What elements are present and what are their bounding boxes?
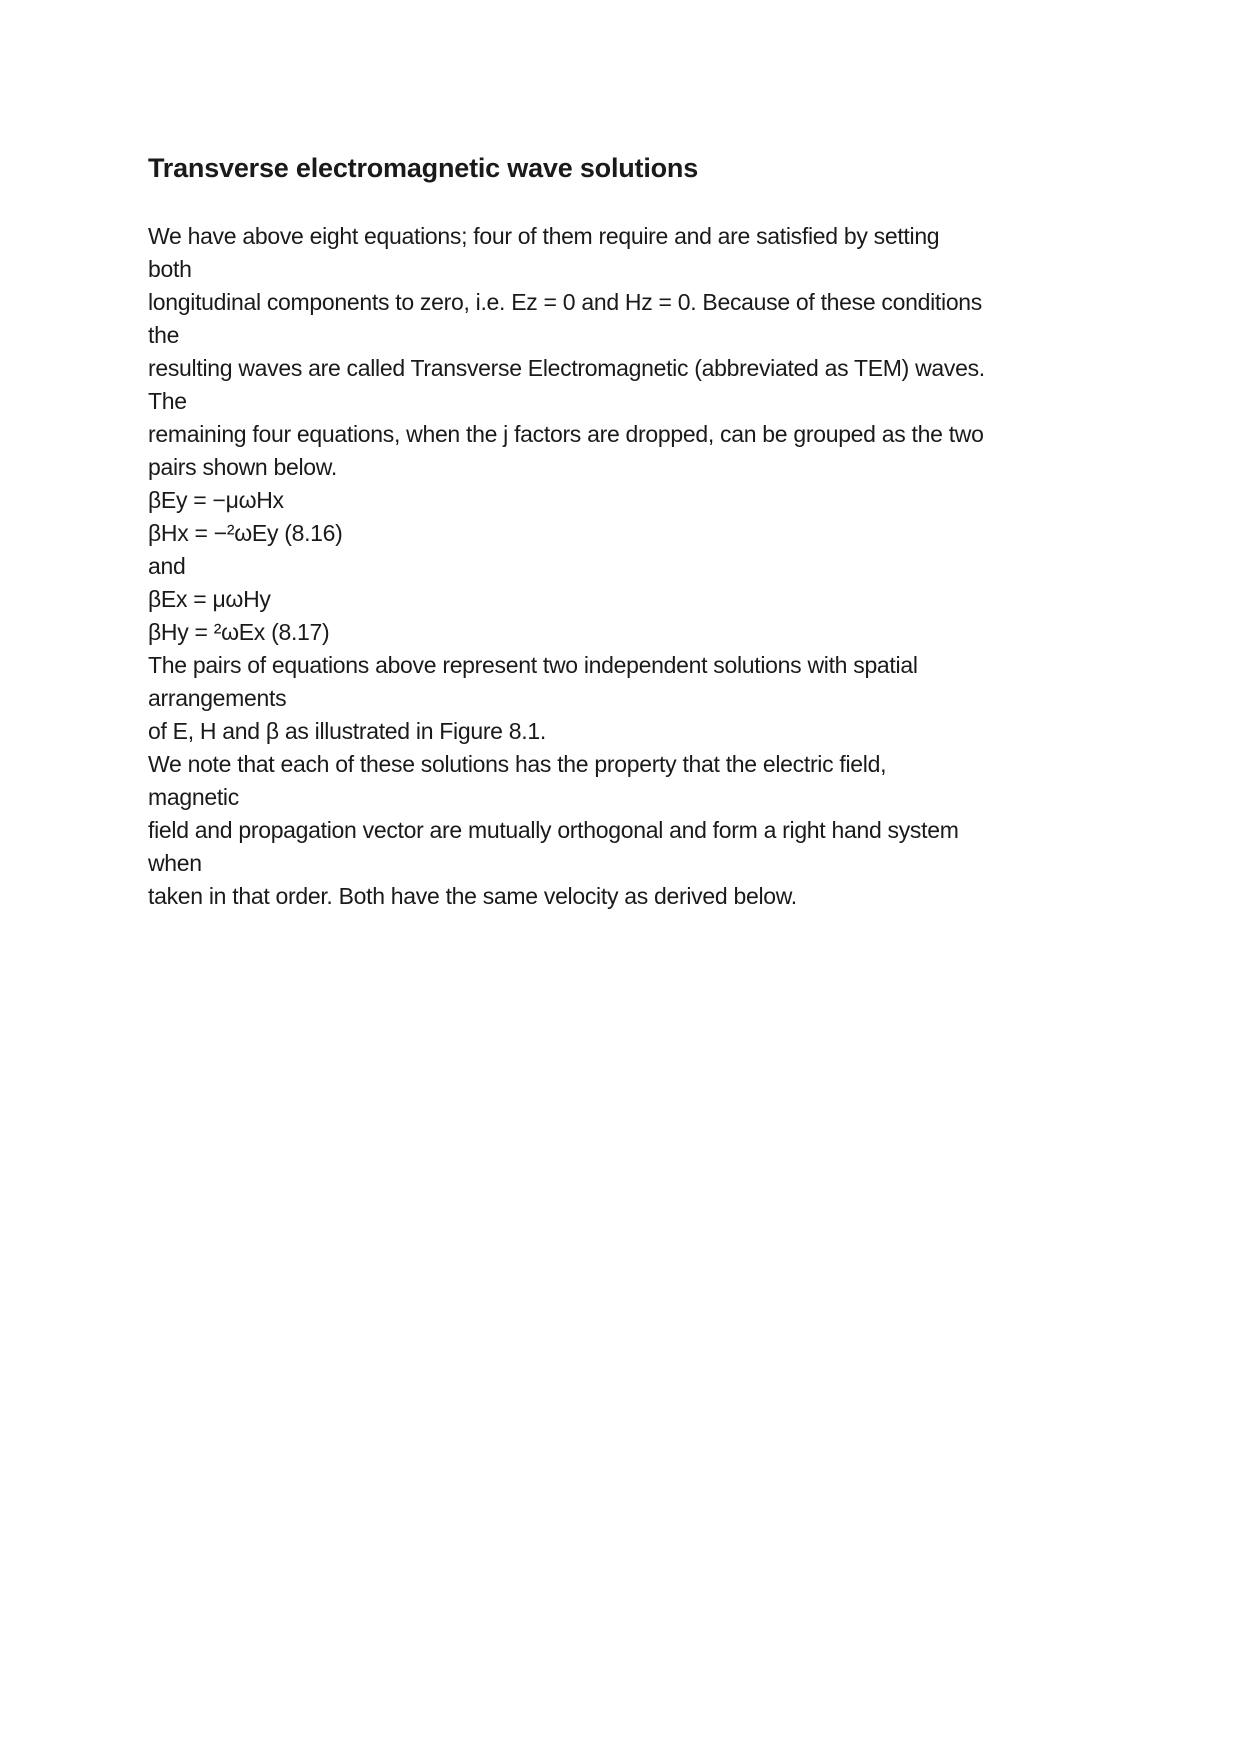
page-title: Transverse electromagnetic wave solutions xyxy=(148,153,699,183)
text-line: remaining four equations, when the j factors are dropped, can be grouped as the two xyxy=(148,421,984,447)
text-line: of E, H and β as illustrated in Figure 8.1. xyxy=(148,718,546,744)
text-line: when xyxy=(148,850,202,876)
text-line: field and propagation vector are mutually orthogonal and form a right hand system xyxy=(148,817,959,843)
equation-line: βHy = ²ωEx (8.17) xyxy=(148,619,330,645)
equation-line: βEx = μωHy xyxy=(148,586,271,612)
document-content xyxy=(148,146,1098,913)
text-line: the xyxy=(148,322,180,348)
text-line: pairs shown below. xyxy=(148,454,337,480)
text-line: arrangements xyxy=(148,685,287,711)
equation-line: βEy = −μωHx xyxy=(148,487,284,513)
text-line: and xyxy=(148,553,186,579)
text-line: longitudinal components to zero, i.e. Ez = 0 and Hz = 0. Because of these conditions xyxy=(148,289,982,315)
text-line: taken in that order. Both have the same velocity as derived below. xyxy=(148,883,797,909)
body-text xyxy=(148,220,1098,913)
text-line: both xyxy=(148,256,192,282)
text-line: The pairs of equations above represent two independent solutions with spatial xyxy=(148,652,918,678)
text-line: magnetic xyxy=(148,784,239,810)
text-line: We have above eight equations; four of them require and are satisfied by setting xyxy=(148,223,940,249)
text-line: We note that each of these solutions has the property that the electric field, xyxy=(148,751,887,777)
text-line: The xyxy=(148,388,187,414)
equation-line: βHx = −²ωEy (8.16) xyxy=(148,520,343,546)
text-line: resulting waves are called Transverse Electromagnetic (abbreviated as TEM) waves. xyxy=(148,355,985,381)
